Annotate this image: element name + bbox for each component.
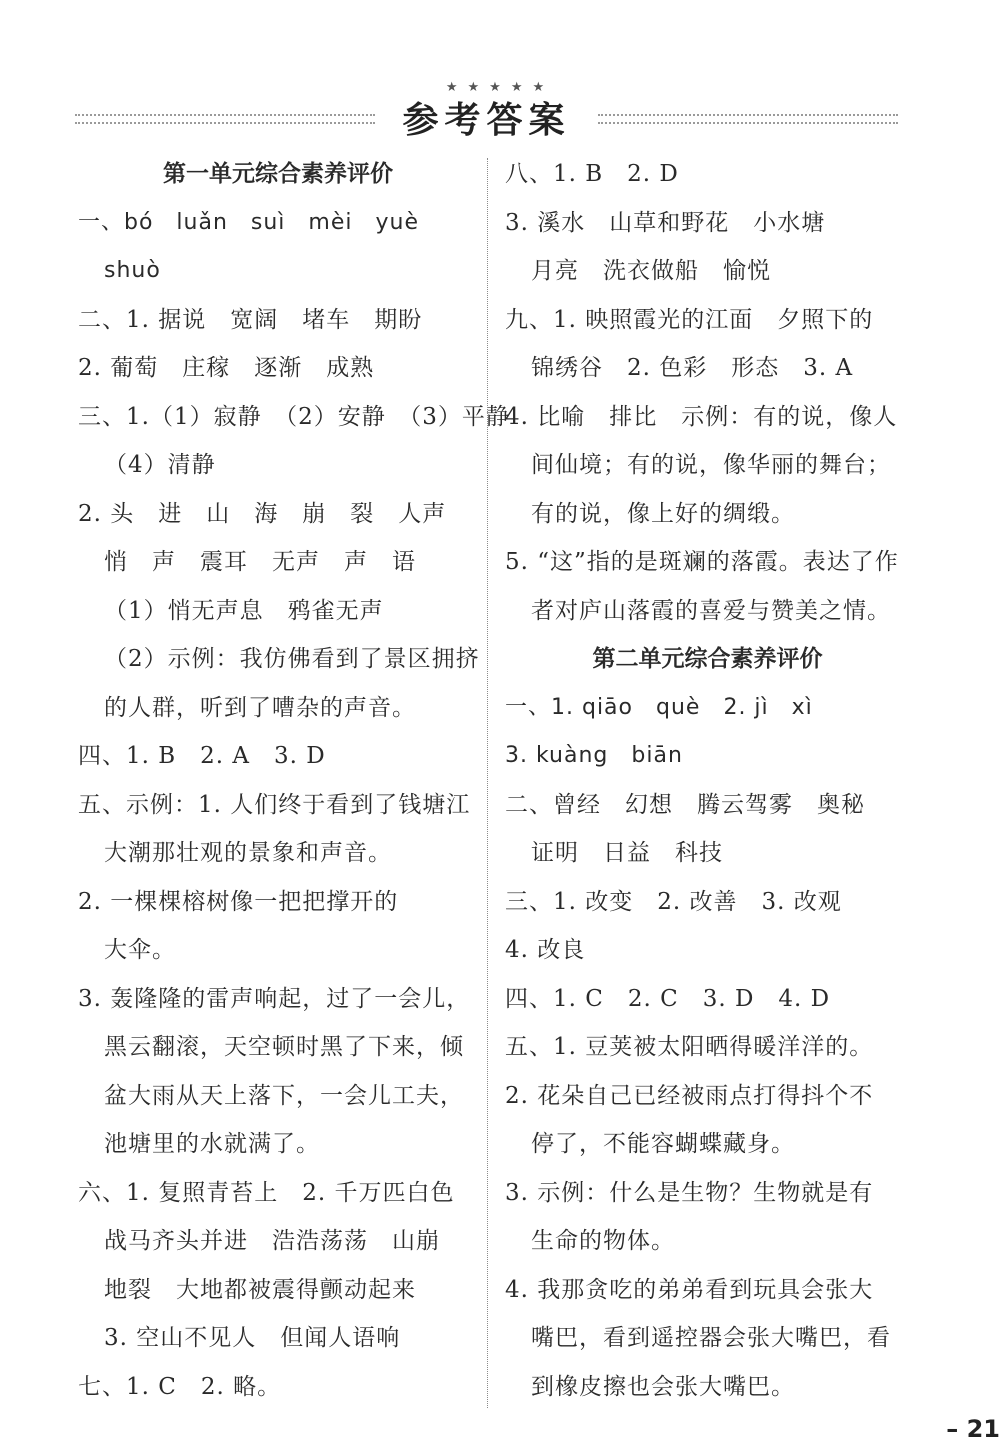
answer-line: 九、1. 映照霞光的江面 夕照下的 (505, 306, 874, 333)
section-heading: 第二单元综合素养评价 (592, 646, 823, 672)
answer-line: 4. 比喻 排比 示例：有的说，像人 (505, 403, 898, 430)
answer-line: 池塘里的水就满了。 (104, 1131, 320, 1157)
answer-line: 大伞。 (104, 937, 176, 963)
answer-line: 八、1. B 2. D (505, 161, 679, 187)
answer-line: 四、1. C 2. C 3. D 4. D (505, 985, 831, 1012)
answer-line: 六、1. 复照青苔上 2. 千万匹白色 (78, 1179, 455, 1206)
answer-line: 3. kuàng biān (505, 743, 683, 768)
answer-line: 五、示例：1. 人们终于看到了钱塘江 (78, 791, 471, 818)
answer-line: （2）示例：我仿佛看到了景区拥挤 (104, 646, 480, 672)
answer-line: 4. 改良 (505, 937, 586, 963)
header-rule-right (598, 114, 898, 124)
answer-line: 证明 日益 科技 (531, 840, 723, 866)
answer-line: 地裂 大地都被震得颤动起来 (104, 1276, 416, 1303)
answer-line: 的人群，听到了嘈杂的声音。 (104, 694, 416, 721)
answer-line: shuò (104, 258, 161, 283)
answer-line: 生命的物体。 (531, 1228, 675, 1254)
answer-line: 二、1. 据说 宽阔 堵车 期盼 (78, 306, 423, 333)
answer-line: 间仙境；有的说，像华丽的舞台； (531, 452, 891, 478)
answer-line: 4. 我那贪吃的弟弟看到玩具会张大 (505, 1276, 874, 1303)
answer-line: 有的说，像上好的绸缎。 (531, 500, 795, 527)
answer-line: 四、1. B 2. A 3. D (78, 743, 326, 769)
answer-line: 三、1.（1）寂静 （2）安静 （3）平静 (78, 403, 510, 430)
answer-line: 2. 花朵自己已经被雨点打得抖个不 (505, 1082, 874, 1109)
answer-line: 5. “这”指的是斑斓的落霞。表达了作 (505, 549, 899, 575)
answer-line: 战马齐头并进 浩浩荡荡 山崩 (104, 1228, 440, 1254)
answer-line: 到橡皮擦也会张大嘴巴。 (531, 1373, 795, 1400)
answer-line: 嘴巴，看到遥控器会张大嘴巴，看 (531, 1325, 891, 1351)
answer-column-right (505, 150, 910, 1411)
answer-line: 2. 一棵棵榕树像一把把撑开的 (78, 888, 399, 915)
answer-line: （4）清静 (104, 452, 216, 478)
answer-line: 悄 声 震耳 无声 声 语 (104, 549, 416, 575)
answer-line: 七、1. C 2. 略。 (78, 1373, 282, 1400)
answer-line: 一、1. qiāo què 2. jì xì (505, 694, 813, 720)
column-divider (487, 158, 488, 1408)
answer-line: 大潮那壮观的景象和声音。 (104, 840, 392, 866)
answer-line: 3. 空山不见人 但闻人语响 (104, 1325, 401, 1351)
page-number: – 21 (946, 1415, 1000, 1443)
answer-line: 锦绣谷 2. 色彩 形态 3. A (531, 355, 854, 381)
answer-line: 3. 示例：什么是生物？生物就是有 (505, 1179, 874, 1206)
answer-line: （1）悄无声息 鸦雀无声 (104, 597, 384, 624)
header-rule-left (75, 114, 375, 124)
answer-line: 3. 溪水 山草和野花 小水塘 (505, 209, 826, 236)
section-heading: 第一单元综合素养评价 (163, 161, 393, 187)
answer-line: 3. 轰隆隆的雷声响起，过了一会儿， (78, 985, 471, 1012)
answer-line: 盆大雨从天上落下，一会儿工夫， (104, 1082, 464, 1109)
page-title: 参考答案 (402, 100, 571, 141)
answer-line: 者对庐山落霞的喜爱与赞美之情。 (531, 597, 891, 624)
answer-line: 二、曾经 幻想 腾云驾雾 奥秘 (505, 791, 865, 818)
answer-line: 三、1. 改变 2. 改善 3. 改观 (505, 888, 842, 915)
answer-line: 2. 葡萄 庄稼 逐渐 成熟 (78, 355, 375, 381)
answer-line: 停了，不能容蝴蝶藏身。 (531, 1131, 795, 1157)
answer-line: 月亮 洗衣做船 愉悦 (531, 258, 771, 284)
answer-line: 黑云翻滚，天空顿时黑了下来，倾 (104, 1034, 464, 1060)
answer-line: 2. 头 进 山 海 崩 裂 人声 (78, 500, 447, 527)
answer-line: 五、1. 豆荚被太阳晒得暖洋洋的。 (505, 1034, 874, 1060)
answer-column-left (78, 150, 510, 1411)
decorative-stars: ★★★★★ (445, 80, 555, 95)
page-header (0, 92, 1000, 142)
answer-line: 一、bó luǎn suì mèi yuè (78, 209, 419, 235)
